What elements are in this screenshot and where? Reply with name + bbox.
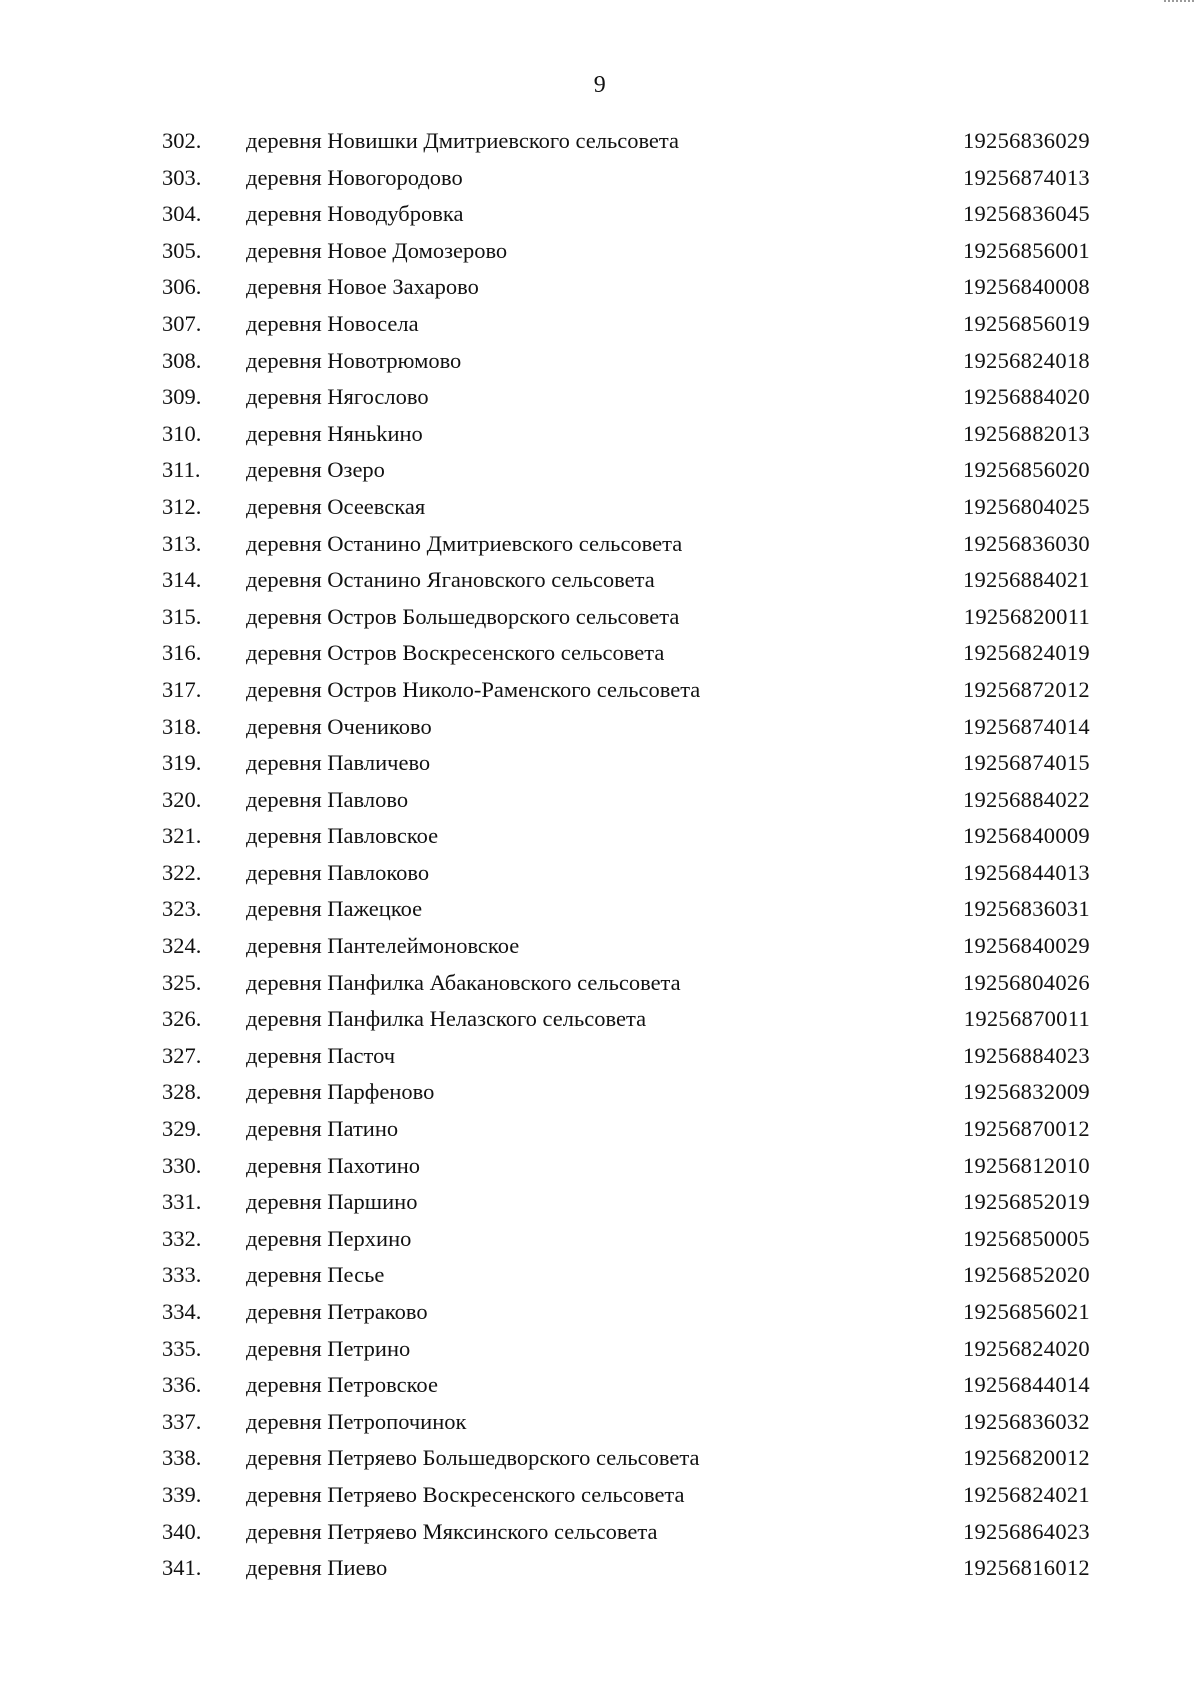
list-item — [160, 1041, 1090, 1078]
list-item — [160, 748, 1090, 785]
list-item — [160, 1443, 1090, 1480]
oktmo-code: 19256824020 — [962, 1335, 1090, 1361]
settlement-name: деревня Нягослово — [246, 384, 429, 410]
oktmo-code: 19256836029 — [962, 128, 1090, 153]
oktmo-code: 19256872012 — [962, 676, 1090, 702]
oktmo-code: 19256884020 — [962, 384, 1090, 410]
oktmo-code: 19256882013 — [962, 420, 1090, 446]
row-number: 332. — [162, 1225, 202, 1251]
row-number: 317. — [162, 676, 202, 702]
settlement-name: деревня Остров Николо-Раменского сельсовета — [246, 676, 701, 702]
list-item — [160, 1004, 1090, 1041]
oktmo-code: 19256864023 — [962, 1518, 1090, 1544]
row-number: 329. — [162, 1116, 202, 1142]
list-item — [160, 1077, 1090, 1114]
oktmo-code: 19256856019 — [962, 310, 1090, 336]
row-number: 323. — [162, 896, 202, 922]
settlement-name: деревня Новогородово — [246, 164, 463, 190]
settlement-name: деревня Пахотино — [246, 1152, 421, 1178]
list-item — [160, 1187, 1090, 1224]
row-number: 318. — [162, 713, 202, 739]
oktmo-code: 19256824018 — [962, 347, 1090, 373]
list-item — [160, 968, 1090, 1005]
row-number: 303. — [162, 164, 202, 190]
row-number: 327. — [162, 1042, 202, 1068]
settlement-name: деревня Пажецкое — [246, 896, 423, 922]
list-item — [160, 602, 1090, 639]
row-number: 334. — [162, 1299, 202, 1324]
row-number: 314. — [162, 567, 202, 593]
settlement-name: деревня Песье — [246, 1262, 385, 1288]
list-item — [160, 675, 1090, 712]
oktmo-code: 19256804025 — [962, 493, 1090, 519]
settlement-name: деревня Петряево Воскресенского сельсовета — [246, 1481, 685, 1507]
list-item — [160, 309, 1090, 346]
oktmo-code: 19256870011 — [963, 1006, 1090, 1032]
list-item — [160, 1114, 1090, 1151]
settlement-name: деревня Панфилка Абакановского сельсовета — [246, 969, 681, 995]
list-item — [160, 858, 1090, 895]
row-number: 308. — [162, 347, 202, 373]
settlement-name: деревня Павловское — [246, 823, 439, 849]
oktmo-code: 19256836032 — [962, 1408, 1090, 1434]
oktmo-code: 19256840009 — [962, 823, 1090, 849]
list-item — [160, 1260, 1090, 1297]
settlement-name: деревня Новодубровка — [246, 201, 464, 227]
list-item — [160, 1553, 1090, 1590]
list-item — [160, 1480, 1090, 1517]
settlement-name: деревня Павлоково — [246, 859, 430, 885]
settlement-name: деревня Остров Большедворского сельсовета — [246, 603, 680, 629]
list-item — [160, 455, 1090, 492]
row-number: 336. — [162, 1372, 202, 1398]
oktmo-code: 19256824021 — [962, 1481, 1090, 1507]
scan-corner-mark — [1164, 0, 1194, 6]
row-number: 322. — [162, 859, 202, 885]
oktmo-code: 19256884021 — [962, 567, 1090, 593]
row-number: 325. — [162, 969, 202, 995]
settlement-list — [160, 126, 1090, 1590]
settlement-name: деревня Новосела — [246, 310, 419, 336]
row-number: 341. — [162, 1555, 202, 1581]
list-item — [160, 1224, 1090, 1261]
row-number: 315. — [162, 603, 202, 629]
oktmo-code: 19256840029 — [962, 933, 1090, 959]
list-item — [160, 785, 1090, 822]
list-item — [160, 1407, 1090, 1444]
settlement-name: деревня Няньkино — [246, 420, 423, 446]
row-number: 337. — [162, 1408, 202, 1434]
list-item — [160, 1370, 1090, 1407]
oktmo-code: 19256856021 — [962, 1299, 1090, 1324]
row-number: 324. — [162, 933, 202, 959]
row-number: 310. — [162, 420, 202, 446]
settlement-name: деревня Павлово — [246, 786, 409, 812]
row-number: 326. — [162, 1006, 202, 1032]
list-item — [160, 931, 1090, 968]
settlement-name: деревня Остров Воскресенского сельсовета — [246, 640, 665, 666]
row-number: 302. — [162, 128, 202, 153]
settlement-name: деревня Петропочинок — [246, 1408, 467, 1434]
list-item — [160, 1151, 1090, 1188]
list-item — [160, 382, 1090, 419]
oktmo-code: 19256820012 — [962, 1445, 1090, 1471]
row-number: 316. — [162, 640, 202, 666]
row-number: 330. — [162, 1152, 202, 1178]
oktmo-code: 19256852020 — [962, 1262, 1090, 1288]
list-item — [160, 346, 1090, 383]
oktmo-code: 19256820011 — [963, 603, 1090, 629]
oktmo-code: 19256844014 — [962, 1372, 1090, 1398]
oktmo-code: 19256812010 — [962, 1152, 1090, 1178]
list-item — [160, 163, 1090, 200]
row-number: 328. — [162, 1079, 202, 1105]
oktmo-code: 19256856020 — [962, 457, 1090, 483]
oktmo-code: 19256816012 — [962, 1555, 1090, 1581]
oktmo-code: 19256850005 — [962, 1225, 1090, 1251]
list-item — [160, 821, 1090, 858]
list-item — [160, 529, 1090, 566]
settlement-name: деревня Осеевская — [246, 493, 426, 519]
list-item — [160, 126, 1090, 163]
oktmo-code: 19256874014 — [962, 713, 1090, 739]
settlement-name: деревня Новишки Дмитриевского сельсовета — [246, 128, 680, 153]
row-number: 312. — [162, 493, 202, 519]
list-item — [160, 894, 1090, 931]
list-item — [160, 236, 1090, 273]
oktmo-code: 19256832009 — [962, 1079, 1090, 1105]
oktmo-code: 19256852019 — [962, 1189, 1090, 1215]
oktmo-code: 19256874015 — [962, 750, 1090, 776]
list-item — [160, 272, 1090, 309]
settlement-name: деревня Новотрюмово — [246, 347, 462, 373]
oktmo-code: 19256836031 — [962, 896, 1090, 922]
settlement-name: деревня Патино — [246, 1116, 399, 1142]
settlement-name: деревня Озеро — [246, 457, 385, 483]
row-number: 333. — [162, 1262, 202, 1288]
oktmo-code: 19256874013 — [962, 164, 1090, 190]
settlement-name: деревня Петраково — [246, 1299, 428, 1324]
oktmo-code: 19256856001 — [962, 237, 1090, 263]
settlement-name: деревня Останино Дмитриевского сельсовета — [246, 530, 683, 556]
list-item — [160, 638, 1090, 675]
row-number: 338. — [162, 1445, 202, 1471]
settlement-name: деревня Перхино — [246, 1225, 412, 1251]
oktmo-code: 19256804026 — [962, 969, 1090, 995]
list-item — [160, 419, 1090, 456]
settlement-name: деревня Петряево Большедворского сельсовета — [246, 1445, 700, 1471]
row-number: 307. — [162, 310, 202, 336]
settlement-name: деревня Парфеново — [246, 1079, 435, 1105]
row-number: 335. — [162, 1335, 202, 1361]
settlement-name: деревня Павличево — [246, 750, 431, 776]
settlement-name: деревня Останино Ягановского сельсовета — [246, 567, 655, 593]
list-item — [160, 1297, 1090, 1334]
list-item — [160, 1517, 1090, 1554]
list-item — [160, 199, 1090, 236]
row-number: 313. — [162, 530, 202, 556]
row-number: 340. — [162, 1518, 202, 1544]
settlement-name: деревня Петряево Мяксинского сельсовета — [246, 1518, 658, 1544]
row-number: 321. — [162, 823, 202, 849]
oktmo-code: 19256836045 — [962, 201, 1090, 227]
settlement-name: деревня Паршино — [246, 1189, 418, 1215]
settlement-name: деревня Панфилка Нелазского сельсовета — [246, 1006, 647, 1032]
oktmo-code: 19256840008 — [962, 274, 1090, 300]
settlement-name: деревня Пантелеймоновское — [246, 933, 520, 959]
settlement-name: деревня Новое Домозерово — [246, 237, 508, 263]
settlement-name: деревня Очениково — [246, 713, 432, 739]
page-number: 9 — [593, 72, 607, 98]
row-number: 306. — [162, 274, 202, 300]
oktmo-code: 19256884022 — [962, 786, 1090, 812]
row-number: 311. — [162, 457, 201, 483]
list-item — [160, 1334, 1090, 1371]
row-number: 319. — [162, 750, 202, 776]
row-number: 305. — [162, 237, 202, 263]
list-item — [160, 492, 1090, 529]
settlement-name: деревня Петровское — [246, 1372, 438, 1398]
settlement-name: деревня Пиево — [246, 1555, 388, 1581]
row-number: 304. — [162, 201, 202, 227]
oktmo-code: 19256884023 — [962, 1042, 1090, 1068]
settlement-name: деревня Петрино — [246, 1335, 411, 1361]
oktmo-code: 19256870012 — [962, 1116, 1090, 1142]
row-number: 320. — [162, 786, 202, 812]
oktmo-code: 19256836030 — [962, 530, 1090, 556]
row-number: 331. — [162, 1189, 202, 1215]
list-item — [160, 712, 1090, 749]
oktmo-code: 19256844013 — [962, 859, 1090, 885]
settlement-name: деревня Новое Захарово — [246, 274, 479, 300]
settlement-name: деревня Пасточ — [246, 1042, 396, 1068]
list-item — [160, 565, 1090, 602]
row-number: 309. — [162, 384, 202, 410]
row-number: 339. — [162, 1481, 202, 1507]
oktmo-code: 19256824019 — [962, 640, 1090, 666]
